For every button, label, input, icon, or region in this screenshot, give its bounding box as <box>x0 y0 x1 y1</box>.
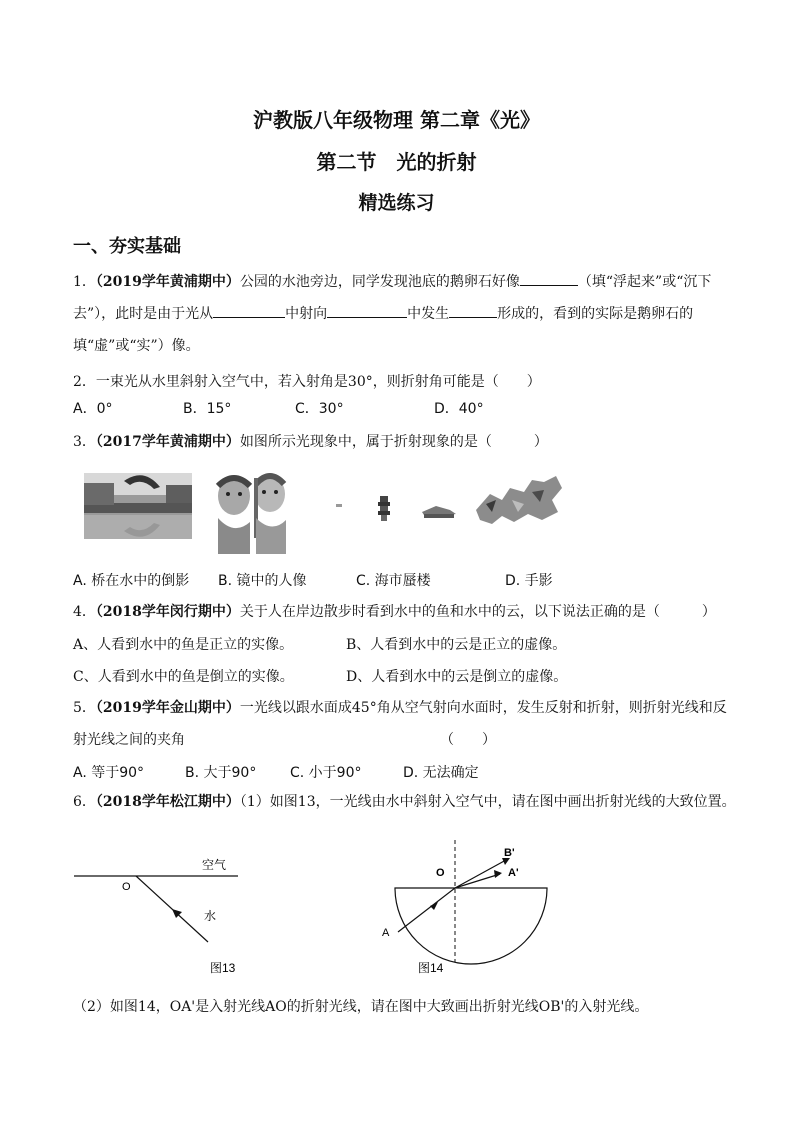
q6-stem <box>73 791 736 811</box>
section-title: 第二节 光的折射 <box>316 150 477 174</box>
q1-blank-4[interactable] <box>449 303 497 318</box>
q1-line2 <box>73 303 693 323</box>
fig14-ray-ao-arrow <box>430 902 438 910</box>
q3-option-d[interactable]: D. 手影 <box>505 573 553 589</box>
q3-source: （2017学年黄浦期中） <box>95 434 240 450</box>
fig13-air-label: 空气 <box>202 858 227 872</box>
q5-paren: （ ） <box>440 732 496 748</box>
fig14-ray-oa-arrow <box>494 870 502 878</box>
figure-13[interactable] <box>70 850 270 980</box>
q5-num: 5． <box>73 700 96 716</box>
q5-line2: 射光线之间的夹角 <box>73 732 185 748</box>
q1-blank-1[interactable] <box>520 271 578 286</box>
q3-num: 3． <box>73 434 96 450</box>
q6-num: 6． <box>73 794 96 810</box>
q1-line2-b: 中射向 <box>285 306 328 322</box>
q4-option-b[interactable]: B、人看到水中的云是正立的虚像。 <box>346 637 567 653</box>
q6-text: （1）如图13，一光线由水中斜射入空气中，请在图中画出折射光线的大致位置。 <box>239 794 736 810</box>
fig14-b-prime-label: B' <box>504 847 515 859</box>
q4-stem <box>73 601 716 621</box>
q1-line1 <box>73 271 711 291</box>
q4-option-c[interactable]: C、人看到水中的鱼是倒立的实像。 <box>73 669 294 685</box>
q1-num: 1． <box>73 274 96 290</box>
fig14-caption: 图14 <box>418 961 444 975</box>
q1-text-b: （填“浮起来”或“沉下 <box>577 274 712 290</box>
q1-line2-d: 形成的，看到的实际是鹅卵石的 <box>497 306 694 322</box>
q1-line2-c: 中发生 <box>407 306 450 322</box>
q3-text: 如图所示光现象中，属于折射现象的是（ ） <box>239 434 548 450</box>
q2-option-c[interactable]: C．30° <box>295 401 344 417</box>
mirage-photo <box>336 478 460 538</box>
hand-shadow-photo <box>472 470 564 528</box>
fig14-ray-ao <box>398 888 455 932</box>
doc-subtitle: 精选练习 <box>358 192 435 214</box>
q4-source: （2018学年闵行期中） <box>95 604 240 620</box>
q3-option-c[interactable]: C. 海市蜃楼 <box>356 573 431 589</box>
q1-blank-3[interactable] <box>327 303 407 318</box>
q4-option-d[interactable]: D、人看到水中的云是倒立的虚像。 <box>346 669 568 685</box>
fig13-caption: 图13 <box>210 961 236 975</box>
q4-text: 关于人在岸边散步时看到水中的鱼和水中的云，以下说法正确的是（ ） <box>239 604 716 620</box>
fig14-a-prime-label: A' <box>508 867 519 879</box>
q5-option-d[interactable]: D. 无法确定 <box>403 765 479 781</box>
figure-14[interactable] <box>378 838 558 980</box>
q1-text-a: 公园的水池旁边，同学发现池底的鹅卵石好像 <box>239 274 520 290</box>
q6-source: （2018学年松江期中） <box>95 794 240 810</box>
q5-option-c[interactable]: C. 小于90° <box>290 765 362 781</box>
q5-text: 一光线以跟水面成45°角从空气射向水面时，发生反射和折射，则折射光线和反 <box>239 700 727 716</box>
q3-option-a[interactable]: A. 桥在水中的倒影 <box>73 573 190 589</box>
q2-option-b[interactable]: B．15° <box>183 401 232 417</box>
fig14-semicircle <box>395 888 547 964</box>
q1-blank-2[interactable] <box>213 303 285 318</box>
q5-source: （2019学年金山期中） <box>95 700 240 716</box>
section-heading-basics: 一、夯实基础 <box>73 236 181 257</box>
fig13-water-label: 水 <box>204 909 217 923</box>
q2-stem: 2．一束光从水里斜射入空气中，若入射角是30°，则折射角可能是（ ） <box>73 374 541 390</box>
q4-num: 4． <box>73 604 96 620</box>
mirror-portrait-photo <box>214 466 290 554</box>
q6-part2: （2）如图14，OA'是入射光线AO的折射光线，请在图中大致画出折射光线OB'的入射光线。 <box>73 999 649 1015</box>
q4-option-a[interactable]: A、人看到水中的鱼是正立的实像。 <box>73 637 294 653</box>
q5-option-b[interactable]: B. 大于90° <box>185 765 257 781</box>
q1-line3: 填“虚”或“实”）像。 <box>73 338 200 354</box>
doc-title: 沪教版八年级物理 第二章《光》 <box>253 108 540 132</box>
q3-stem <box>73 431 548 451</box>
q2-option-a[interactable]: A．0° <box>73 401 113 417</box>
q1-source: （2019学年黄浦期中） <box>95 274 240 290</box>
fig13-o-label: O <box>122 881 131 893</box>
q1-line2-a: 去”），此时是由于光从 <box>73 306 214 322</box>
q5-stem <box>73 697 727 717</box>
q2-option-d[interactable]: D．40° <box>434 401 484 417</box>
q5-option-a[interactable]: A. 等于90° <box>73 765 145 781</box>
q3-option-b[interactable]: B. 镜中的人像 <box>218 573 307 589</box>
fig14-o-label: O <box>436 867 445 879</box>
bridge-reflection-photo <box>84 473 192 539</box>
fig14-a-label: A <box>382 927 390 939</box>
